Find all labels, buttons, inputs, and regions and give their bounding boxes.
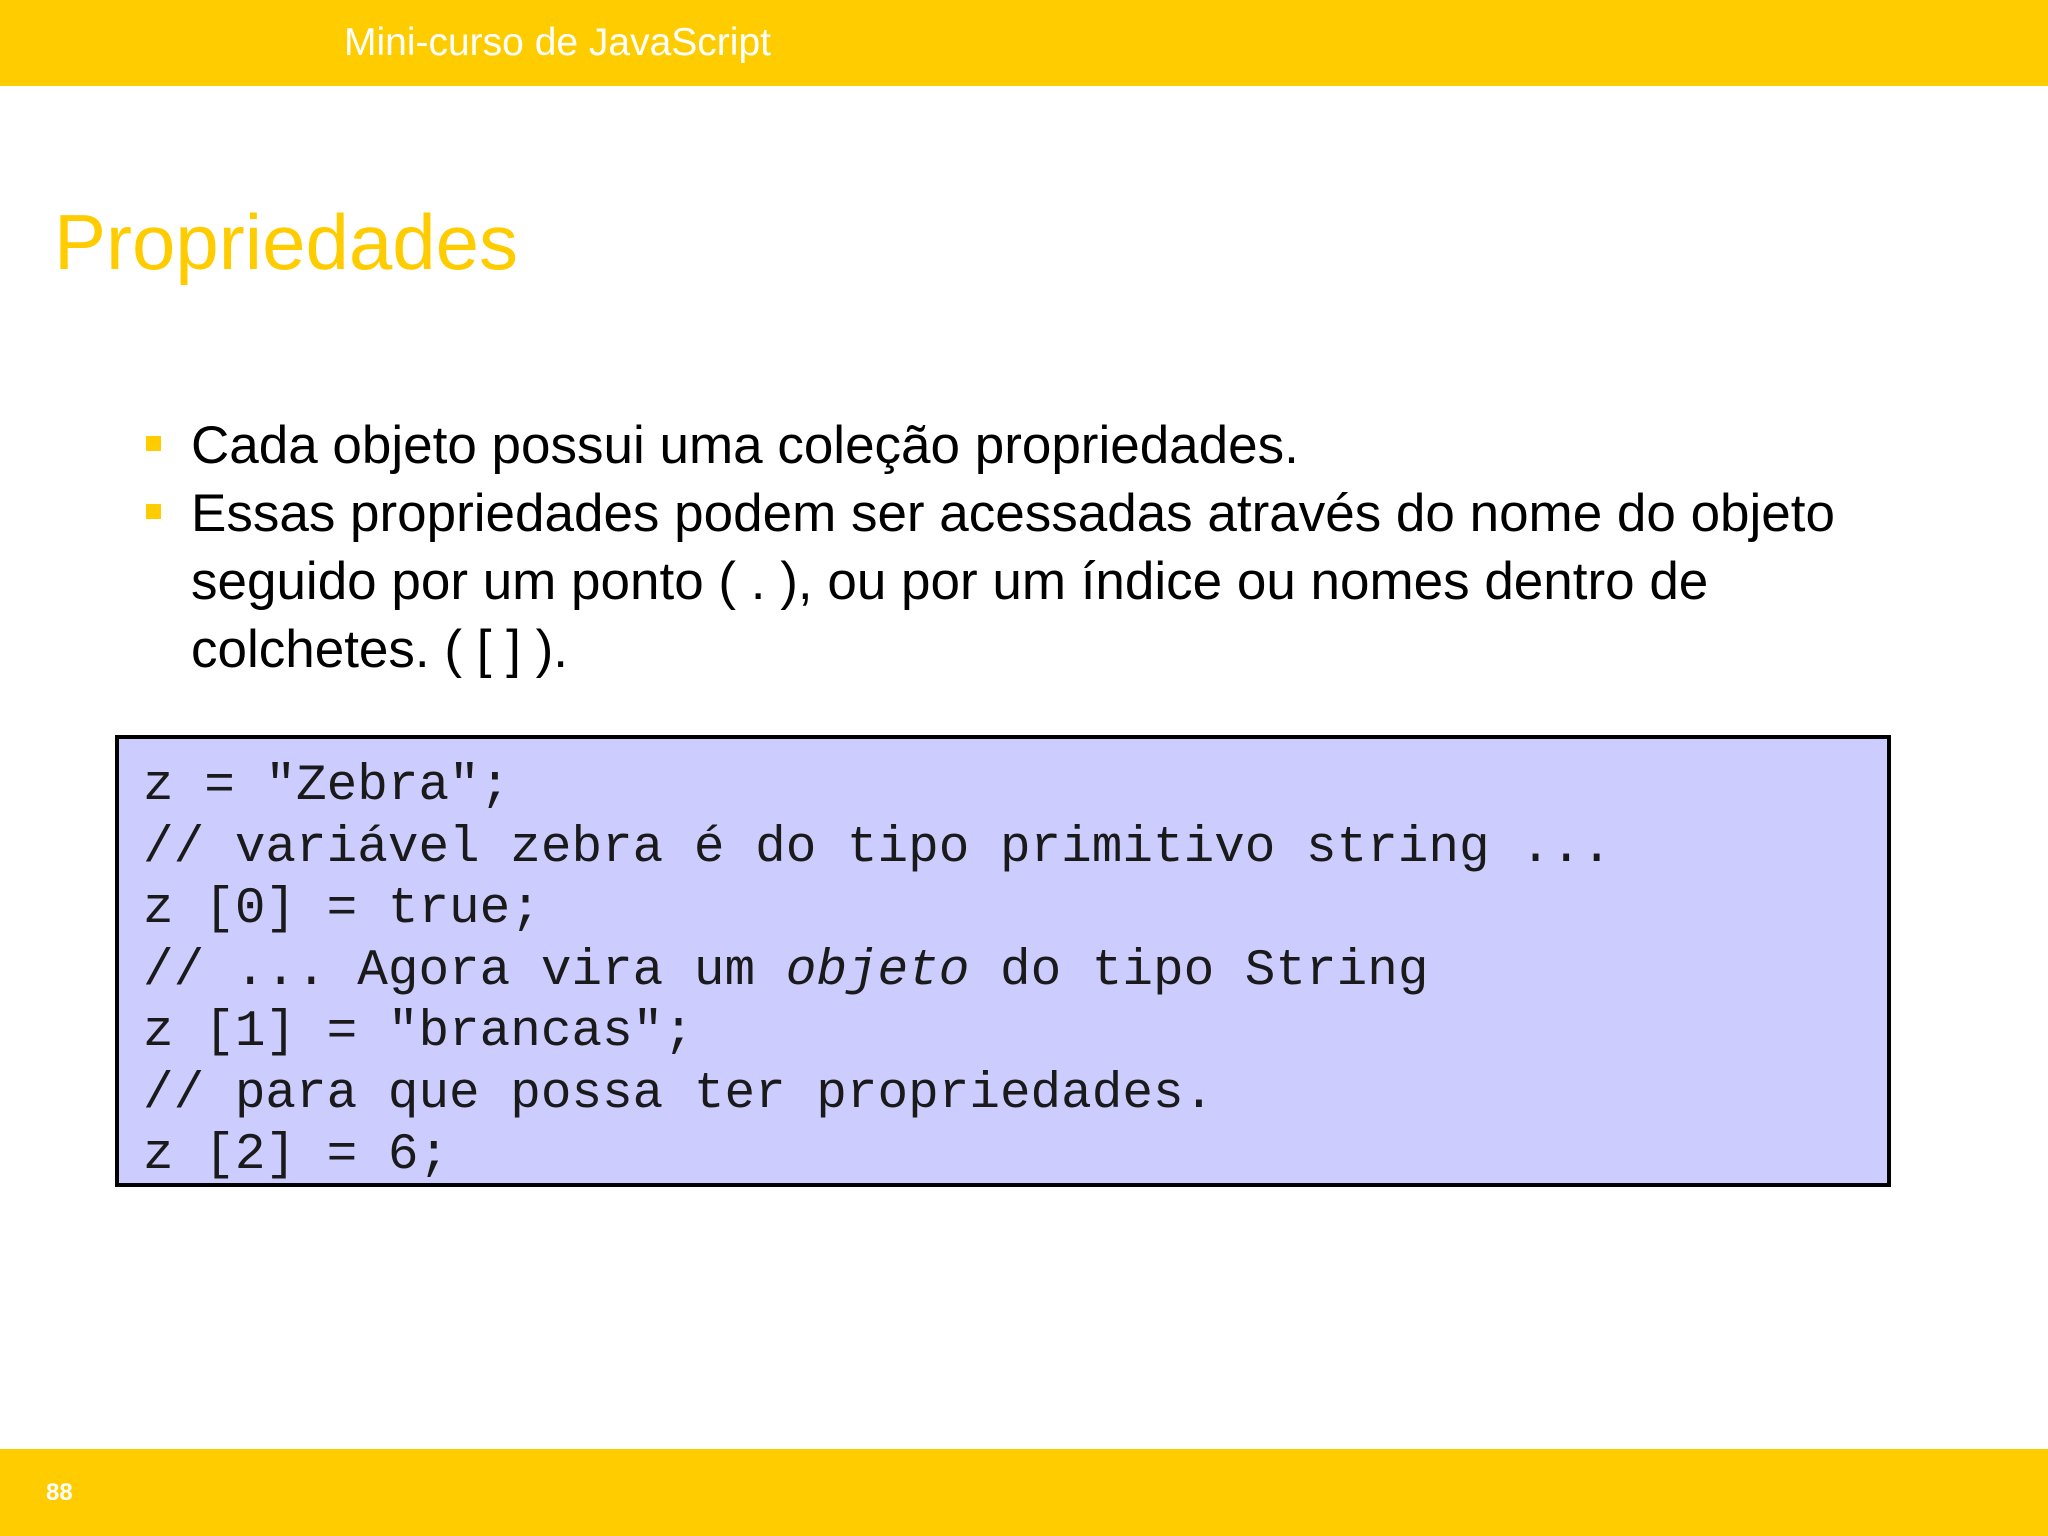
code-block: [115, 735, 1891, 1187]
code-line: z [1] = "brancas";: [143, 1004, 694, 1061]
code-text: do tipo String: [969, 942, 1429, 1000]
code-line: z = "Zebra";: [143, 758, 511, 815]
header-bar: [0, 0, 2048, 86]
course-title: Mini-curso de JavaScript: [344, 21, 771, 64]
slide-title: Propriedades: [54, 198, 518, 286]
bullet-list: [143, 412, 1893, 684]
code-emphasis: objeto: [785, 942, 970, 1000]
code-line: z [0] = true;: [143, 881, 541, 938]
square-bullet-icon: [146, 504, 161, 519]
square-bullet-icon: [146, 436, 161, 451]
bullet-item: [143, 412, 1893, 480]
footer-bar: [0, 1449, 2048, 1536]
code-line: // variável zebra é do tipo primitivo string ...: [143, 819, 1613, 877]
page-number: 88: [46, 1479, 73, 1506]
code-line: // para que possa ter propriedades.: [143, 1065, 1215, 1123]
code-line: z [2] = 6;: [143, 1127, 450, 1184]
code-text: // ... Agora vira um: [143, 942, 786, 1000]
code-line: [143, 941, 1887, 1003]
bullet-text: Cada objeto possui uma coleção propriedades.: [191, 416, 1299, 475]
bullet-text: Essas propriedades podem ser acessadas através do nome do objeto seguido por um ponto ( . ), ou por um índice ou nomes dentro de colchetes. ( [ ] ).: [191, 484, 1835, 679]
bullet-item: [143, 480, 1893, 684]
